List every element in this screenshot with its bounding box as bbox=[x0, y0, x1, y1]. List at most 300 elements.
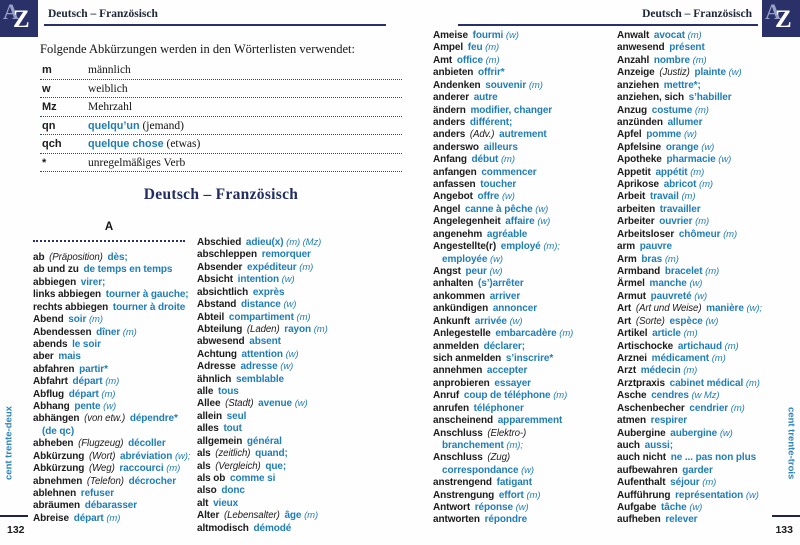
gender-marker: (m) bbox=[122, 326, 137, 338]
translation: autrement bbox=[499, 129, 547, 141]
entry-line bbox=[433, 390, 573, 402]
entry-line bbox=[433, 452, 573, 464]
gender-marker: (w) bbox=[509, 315, 523, 327]
gender-marker: (w) bbox=[535, 203, 549, 215]
entry-line bbox=[433, 92, 573, 104]
abbreviation-key: Mz bbox=[42, 101, 57, 113]
gender-marker: (w) bbox=[689, 502, 703, 514]
entry-line bbox=[617, 241, 762, 253]
entry-line bbox=[433, 365, 573, 377]
headword: Anzahl bbox=[617, 54, 650, 66]
entry-line bbox=[33, 401, 190, 413]
translation: chômeur bbox=[678, 228, 721, 240]
translation: comme si bbox=[229, 473, 276, 485]
entry-line bbox=[433, 378, 573, 390]
usage-note: (Sorte) bbox=[635, 315, 665, 327]
abbreviation-row bbox=[40, 98, 402, 117]
french-term: quelque chose bbox=[88, 138, 164, 150]
headword: Angel bbox=[433, 203, 461, 215]
gender-marker: (w) bbox=[515, 502, 529, 514]
entry-line bbox=[617, 191, 762, 203]
headword: abfahren bbox=[33, 363, 75, 375]
translation: (s’)arrêter bbox=[478, 278, 524, 290]
entry-line bbox=[433, 179, 573, 191]
translation: dès; bbox=[107, 252, 128, 263]
headword: ankommen bbox=[433, 290, 485, 302]
headword: Abreise bbox=[33, 512, 69, 524]
entry-line bbox=[433, 42, 573, 54]
translation: essayer bbox=[494, 377, 531, 389]
translation: refuser bbox=[80, 488, 115, 500]
headword: Abteilung bbox=[197, 323, 243, 335]
page-number-left: 132 bbox=[7, 524, 25, 536]
gender-marker: (w) bbox=[689, 278, 703, 290]
translation: quand; bbox=[255, 448, 288, 460]
headword: anders bbox=[433, 129, 466, 141]
translation: décoller bbox=[128, 438, 166, 450]
entry-line bbox=[617, 316, 762, 328]
translation: canne à pêche bbox=[464, 203, 533, 215]
headword: Ampel bbox=[433, 42, 464, 54]
translation: abricot bbox=[663, 179, 697, 191]
entries-column-right-2 bbox=[617, 30, 762, 527]
entry-line bbox=[433, 117, 573, 129]
headword: Aubergine bbox=[617, 427, 666, 439]
headword: Absicht bbox=[197, 274, 233, 286]
headword: Anwalt bbox=[617, 30, 650, 41]
translation: nombre bbox=[653, 54, 690, 66]
entry-line bbox=[33, 451, 190, 463]
definition-text: (etwas) bbox=[163, 138, 201, 150]
entry-line bbox=[197, 498, 328, 510]
entry-line bbox=[33, 314, 190, 326]
headword: ablehnen bbox=[33, 488, 77, 500]
translation: s’inscrire* bbox=[505, 352, 554, 364]
headword: Artischocke bbox=[617, 340, 674, 352]
translation: offre bbox=[477, 191, 500, 203]
entry-line bbox=[433, 80, 573, 92]
french-term: quelqu’un bbox=[88, 119, 140, 132]
entry-line bbox=[33, 513, 190, 525]
footer-rule-left bbox=[0, 515, 28, 517]
translation: cendrier bbox=[689, 402, 729, 414]
abbreviation-definition bbox=[88, 101, 132, 113]
entry-line bbox=[433, 428, 573, 440]
definition-text: (jemand) bbox=[139, 119, 184, 132]
translation: tourner à gauche; bbox=[105, 289, 189, 301]
gender-marker: (w); bbox=[746, 303, 762, 315]
headword: Arznei bbox=[617, 352, 647, 364]
entry-line bbox=[617, 452, 762, 464]
translation: que; bbox=[265, 460, 287, 472]
translation: mais bbox=[58, 351, 81, 363]
entry-line bbox=[433, 465, 573, 477]
headword: anfassen bbox=[433, 179, 476, 191]
entry-line bbox=[197, 324, 328, 336]
usage-note: (Elektro-) bbox=[487, 427, 527, 439]
headword: Anlegestelle bbox=[433, 328, 491, 340]
headword: anbieten bbox=[433, 67, 474, 79]
gender-marker: (m) bbox=[485, 54, 500, 66]
abbreviation-row bbox=[40, 135, 402, 154]
translation: distance bbox=[241, 299, 281, 311]
translation: départ bbox=[73, 512, 104, 524]
headword: Ankunft bbox=[433, 315, 471, 327]
entry-line bbox=[617, 415, 762, 427]
entry-line bbox=[433, 353, 573, 365]
translation: tourner à droite bbox=[112, 301, 186, 313]
translation: avenue bbox=[258, 398, 293, 410]
entry-line bbox=[617, 514, 762, 526]
headword: alt bbox=[197, 497, 209, 509]
translation: bras bbox=[641, 253, 663, 265]
headword: allgemein bbox=[197, 435, 243, 447]
gender-marker: (m) bbox=[526, 489, 541, 501]
translation: tâche bbox=[661, 502, 687, 514]
entry-line bbox=[433, 328, 573, 340]
gender-marker: (w) bbox=[719, 427, 733, 439]
abbreviations-intro: Folgende Abkürzungen werden in den Wörterlisten verwendet: bbox=[40, 42, 355, 56]
gender-marker: (m) bbox=[711, 352, 726, 364]
entry-line bbox=[433, 341, 573, 353]
entry-line bbox=[617, 154, 762, 166]
translation: séjour bbox=[670, 477, 700, 489]
headword: auch bbox=[617, 439, 640, 451]
translation: départ bbox=[68, 388, 99, 400]
entry-line bbox=[197, 510, 328, 522]
headword: Apfelsine bbox=[617, 141, 662, 153]
headword: Angebot bbox=[433, 191, 473, 203]
entry-line bbox=[433, 105, 573, 117]
headword: Artikel bbox=[617, 328, 648, 340]
translation: soir bbox=[68, 314, 87, 326]
translation: médecin bbox=[640, 365, 681, 377]
translation: aubergine bbox=[670, 427, 718, 439]
translation: virer; bbox=[80, 276, 106, 288]
entry-line bbox=[617, 365, 762, 377]
headword: anziehen bbox=[617, 79, 659, 91]
headword: Achtung bbox=[197, 348, 237, 360]
entry-line bbox=[433, 67, 573, 79]
gender-marker: (m) bbox=[723, 228, 738, 240]
entry-line bbox=[433, 142, 573, 154]
translation: général bbox=[246, 435, 282, 447]
translation: expéditeur bbox=[247, 261, 297, 273]
translation: dépendre* bbox=[129, 413, 178, 425]
gender-marker: (m) bbox=[485, 42, 500, 54]
entry-line bbox=[33, 488, 190, 500]
translation: accepter bbox=[486, 365, 528, 377]
translation: pauvreté bbox=[650, 290, 692, 302]
headword: alles bbox=[197, 423, 219, 435]
gender-marker: (m) bbox=[500, 154, 515, 166]
entry-line bbox=[617, 254, 762, 266]
entry-line bbox=[197, 374, 328, 386]
entry-line bbox=[197, 448, 328, 460]
entry-line bbox=[433, 129, 573, 141]
headword: Apotheke bbox=[617, 154, 662, 166]
abbreviation-definition bbox=[88, 157, 185, 169]
translation: s’habiller bbox=[688, 92, 732, 104]
headword: anziehen, sich bbox=[617, 92, 684, 104]
entry-line bbox=[617, 303, 762, 315]
headword: antworten bbox=[433, 514, 480, 526]
headword: annehmen bbox=[433, 365, 483, 377]
headword: Appetit bbox=[617, 166, 651, 178]
gender-marker: (m) bbox=[299, 261, 314, 273]
gender-marker: (w) bbox=[280, 361, 294, 373]
headword: Ameise bbox=[433, 30, 468, 41]
translation: intention bbox=[237, 274, 279, 286]
usage-note: (Justiz) bbox=[659, 67, 690, 79]
translation: branchement bbox=[442, 439, 504, 451]
translation: partir* bbox=[79, 363, 108, 375]
logo-letter-a: A bbox=[3, 0, 19, 24]
translation: donc bbox=[221, 485, 245, 497]
abbreviations-table bbox=[40, 61, 402, 172]
entry-line bbox=[617, 477, 762, 489]
headword: auch nicht bbox=[617, 452, 667, 464]
translation: (de qc) bbox=[42, 425, 75, 437]
entry-line bbox=[433, 241, 573, 253]
translation: cabinet médical bbox=[669, 377, 744, 389]
headword: abhängen bbox=[33, 413, 80, 425]
headword: anrufen bbox=[433, 402, 469, 414]
header-rule-right bbox=[458, 24, 758, 26]
translation: respirer bbox=[650, 415, 688, 427]
headword: Aufführung bbox=[617, 489, 671, 501]
entry-line bbox=[33, 389, 190, 401]
headword: als bbox=[197, 460, 211, 472]
translation: embarcadère bbox=[495, 328, 557, 340]
headword: Anzeige bbox=[617, 67, 655, 79]
translation: vieux bbox=[213, 497, 239, 509]
headword: Angst bbox=[433, 266, 461, 278]
entry-line bbox=[33, 351, 190, 363]
translation: annoncer bbox=[492, 303, 538, 315]
entry-line bbox=[33, 302, 190, 314]
entry-line bbox=[197, 523, 328, 535]
headword: Asche bbox=[617, 390, 647, 402]
entries-column-left-2 bbox=[197, 237, 328, 535]
translation: absent bbox=[249, 336, 281, 348]
headword: anwesend bbox=[617, 42, 665, 54]
entry-line bbox=[617, 42, 762, 54]
usage-note: (von etw.) bbox=[84, 413, 126, 425]
translation: raccourci bbox=[119, 463, 164, 475]
translation: rayon bbox=[284, 323, 312, 335]
margin-label-left: cent trente-deux bbox=[3, 406, 15, 480]
headword: anzünden bbox=[617, 116, 663, 128]
translation: correspondance bbox=[442, 464, 519, 476]
gender-marker: (m) bbox=[730, 402, 745, 414]
headword: Abfahrt bbox=[33, 376, 68, 388]
abbreviation-key: qch bbox=[42, 138, 62, 150]
entry-line bbox=[433, 204, 573, 216]
usage-note: (Flugzeug) bbox=[78, 438, 124, 450]
translation: tout bbox=[223, 423, 242, 435]
translation: pente bbox=[74, 401, 101, 413]
headword: Abendessen bbox=[33, 326, 92, 338]
headword: Angelegenheit bbox=[433, 216, 501, 228]
headword: ähnlich bbox=[197, 373, 232, 385]
translation: début bbox=[471, 154, 499, 166]
translation: pomme bbox=[646, 129, 682, 141]
entry-line bbox=[33, 500, 190, 512]
gender-marker: (w) bbox=[103, 401, 117, 413]
entry-line bbox=[197, 473, 328, 485]
headword: Arbeiter bbox=[617, 216, 655, 228]
entry-line bbox=[433, 514, 573, 526]
headword: Absender bbox=[197, 261, 243, 273]
headword: anders bbox=[433, 116, 466, 128]
translation: âge bbox=[284, 510, 302, 522]
translation: arrivée bbox=[474, 315, 507, 327]
entry-line bbox=[433, 403, 573, 415]
headword: abräumen bbox=[33, 500, 80, 512]
entry-line bbox=[617, 328, 762, 340]
translation: cendres bbox=[651, 390, 689, 402]
headword: anmelden bbox=[433, 340, 479, 352]
translation: employé bbox=[500, 241, 541, 253]
footer-rule-right bbox=[772, 515, 800, 517]
translation: abréviation bbox=[120, 450, 173, 462]
entries-column-left-1 bbox=[33, 252, 190, 525]
az-logo-left bbox=[0, 0, 38, 37]
headword: abbiegen bbox=[33, 276, 77, 288]
gender-marker: (m) bbox=[745, 377, 760, 389]
translation: seul bbox=[226, 410, 247, 422]
translation: peur bbox=[465, 266, 487, 278]
headword: anfangen bbox=[433, 166, 477, 178]
entry-line bbox=[33, 364, 190, 376]
gender-marker: (m) bbox=[88, 314, 103, 326]
abbreviation-key: w bbox=[42, 82, 51, 95]
translation: pharmacie bbox=[666, 154, 716, 166]
translation: différent; bbox=[469, 116, 513, 128]
entry-line bbox=[33, 476, 190, 488]
headword: anstrengend bbox=[433, 477, 492, 489]
headword: anprobieren bbox=[433, 377, 490, 389]
translation: relever bbox=[665, 514, 698, 526]
headword: abwesend bbox=[197, 336, 245, 348]
headword: anderswo bbox=[433, 141, 479, 153]
headword: ab bbox=[33, 252, 45, 263]
entry-line bbox=[33, 426, 190, 438]
letter-header-a: A bbox=[33, 221, 185, 242]
entry-line bbox=[33, 277, 190, 289]
gender-marker: (m) bbox=[690, 166, 705, 178]
gender-marker: (w) bbox=[501, 191, 515, 203]
gender-marker: (w) bbox=[705, 315, 719, 327]
entry-line bbox=[617, 291, 762, 303]
gender-marker: (w) bbox=[728, 67, 742, 79]
translation: bracelet bbox=[664, 266, 703, 278]
translation: article bbox=[652, 328, 681, 340]
headword: arm bbox=[617, 241, 636, 253]
entry-line bbox=[617, 142, 762, 154]
translation: décrocher bbox=[128, 475, 177, 487]
headword: Aschenbecher bbox=[617, 402, 685, 414]
entry-line bbox=[433, 191, 573, 203]
margin-label-right: cent trente-trois bbox=[785, 406, 797, 480]
gender-marker: (w) bbox=[718, 154, 732, 166]
gender-marker: (m) bbox=[687, 30, 702, 41]
translation: ne ... pas non plus bbox=[670, 452, 757, 464]
entry-line bbox=[33, 438, 190, 450]
translation: arriver bbox=[489, 290, 521, 302]
entry-line bbox=[433, 167, 573, 179]
section-heading: Deutsch – Französisch bbox=[143, 186, 299, 203]
entry-line bbox=[433, 415, 573, 427]
definition-text: männlich bbox=[88, 64, 131, 76]
entry-line bbox=[617, 117, 762, 129]
translation: travail bbox=[649, 191, 679, 203]
entry-line bbox=[617, 266, 762, 278]
translation: téléphoner bbox=[473, 402, 524, 414]
usage-note: (Adv.) bbox=[469, 129, 495, 141]
translation: départ bbox=[72, 376, 103, 388]
headword: abends bbox=[33, 338, 68, 350]
gender-marker: (m) bbox=[313, 323, 328, 335]
translation: débarasser bbox=[84, 500, 138, 512]
headword: Adresse bbox=[197, 361, 236, 373]
translation: espèce bbox=[669, 315, 703, 327]
headword: Arzt bbox=[617, 365, 637, 377]
headword: anscheinend bbox=[433, 415, 494, 427]
translation: mettre*; bbox=[663, 79, 701, 91]
gender-marker: (w) bbox=[521, 464, 534, 476]
gender-marker: (m) bbox=[724, 340, 739, 352]
abbreviation-key: m bbox=[42, 64, 52, 76]
entry-line bbox=[617, 341, 762, 353]
entry-line bbox=[433, 278, 573, 290]
usage-note: (Wort) bbox=[89, 450, 116, 462]
entry-line bbox=[433, 254, 573, 266]
gender-marker: (m) bbox=[681, 191, 696, 203]
abbreviation-row bbox=[40, 117, 402, 136]
headword: Anzug bbox=[617, 104, 648, 116]
gender-marker: (m) bbox=[105, 376, 120, 388]
entry-line bbox=[617, 353, 762, 365]
entry-line bbox=[433, 154, 573, 166]
entry-line bbox=[33, 289, 190, 301]
headword: Abflug bbox=[33, 388, 65, 400]
translation: manière bbox=[706, 303, 744, 315]
header-rule-left bbox=[44, 24, 386, 26]
usage-note: (Weg) bbox=[89, 463, 115, 475]
translation: attention bbox=[241, 348, 283, 360]
entry-line bbox=[433, 490, 573, 502]
translation: aussi; bbox=[644, 439, 673, 451]
abbreviation-definition bbox=[88, 138, 200, 150]
translation: compartiment bbox=[228, 311, 294, 323]
entry-line bbox=[33, 413, 190, 425]
usage-note: (Telefon) bbox=[86, 475, 124, 487]
usage-note: (Stadt) bbox=[225, 398, 254, 410]
translation: effort bbox=[498, 489, 524, 501]
gender-marker: (m) bbox=[553, 390, 568, 402]
abbreviation-key: qn bbox=[42, 119, 56, 132]
gender-marker: (m) bbox=[699, 179, 713, 191]
headword: Arm bbox=[617, 253, 637, 265]
gender-marker: (m); bbox=[506, 439, 523, 451]
entry-line bbox=[197, 411, 328, 423]
entry-line bbox=[617, 67, 762, 79]
usage-note: (Art und Weise) bbox=[635, 303, 702, 315]
entry-line bbox=[197, 423, 328, 435]
headword: Art bbox=[617, 315, 632, 327]
